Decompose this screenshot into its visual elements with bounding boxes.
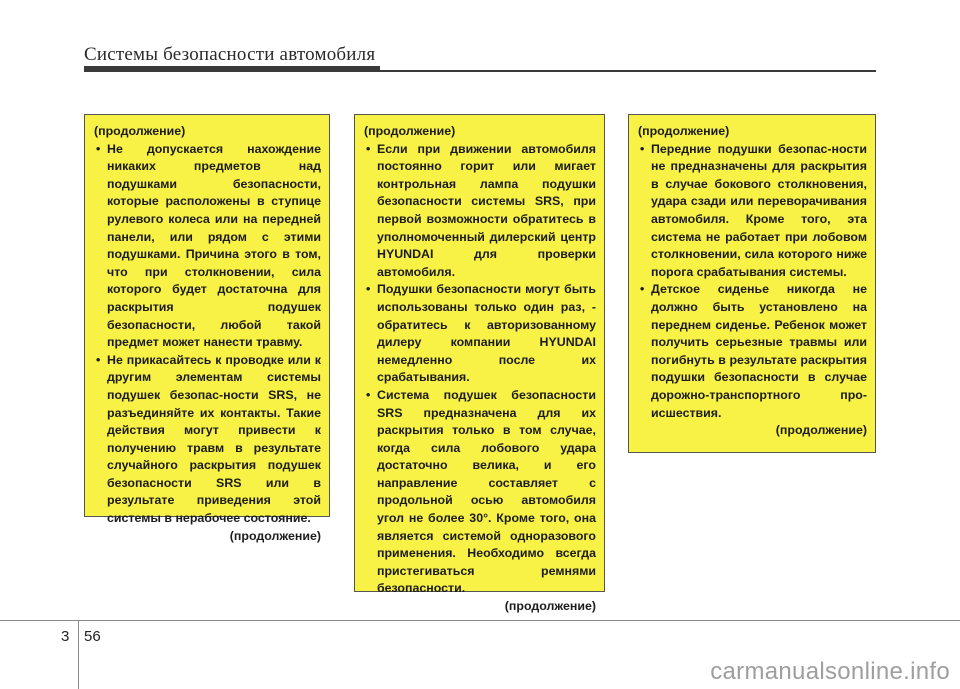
- warning-list: [364, 141, 596, 598]
- warning-list: [94, 141, 321, 528]
- warning-item: • Подушки безопасности могут быть использованы только один раз, - обратитесь к авторизованному дилеру компании HYUNDAI немедленно после их срабатывания.: [364, 281, 596, 387]
- warning-item: • Не допускается нахождение никаких предметов над подушками безопасности, которые расположены в ступице рулевого колеса или на передней панели, или рядом с этими подушками. Причина этого в том, что при столкновении, сила которого будет достаточна для раскрытия подушек безопасности, любой такой предмет может нанести травму.: [94, 141, 321, 352]
- box-continued-label: (продолжение): [94, 124, 186, 138]
- footer-divider: [78, 621, 79, 689]
- box-continued-label: (продолжение): [364, 124, 456, 138]
- box-continue-label: (продолжение): [229, 528, 321, 543]
- page-number: 56: [84, 628, 101, 645]
- warning-item: • Система подушек безопасности SRS предназначена для их раскрытия только в том случае, когда сила лобового удара достаточно велика, и его направление составляет с продольной осью автомобиля угол не более 30°. Кроме того, она является системой одноразового применения. Необходимо всегда пристегиваться ремнями безопасности.: [364, 387, 596, 598]
- warning-item: • Если при движении автомобиля постоянно горит или мигает контрольная лампа подушки безопасности системы SRS, при первой возможности обратитесь в уполномоченный дилерский центр HYUNDAI для проверки автомобиля.: [364, 141, 596, 282]
- header-rule: [84, 70, 876, 72]
- page-title: Системы безопасности автомобиля: [84, 44, 376, 65]
- warning-box-1: [84, 114, 330, 543]
- box-continued-label: (продолжение): [638, 124, 730, 138]
- section-number: 3: [61, 628, 70, 645]
- box-continue-label: (продолжение): [775, 423, 867, 438]
- warning-item: • Передние подушки безопас-ности не предназначены для раскрытия в случае бокового столкновения, удара сзади или переворачивания автомобиля. Кроме того, эта система не работает при лобовом столкновении, сила которого ниже порога срабатывания системы.: [638, 141, 867, 282]
- warning-item: • Не прикасайтесь к проводке или к другим элементам системы подушек безопас-ности SRS, не разъединяйте их контакты. Такие действия могут привести к получению травм в результате случайного раскрытия подушек безопасности SRS или в результате приведения этой системы в нерабочее состояние.: [94, 352, 321, 528]
- warning-box-2: [354, 114, 605, 614]
- watermark: carmanualsonline.info: [710, 658, 950, 685]
- warning-box-3: [628, 114, 876, 453]
- warning-item: • Детское сиденье никогда не должно быть установлено на переднем сиденье. Ребенок может получить серьезные травмы или погибнуть в результате раскрытия подушки безопасности в случае дорожно-транспортного про-исшествия.: [638, 281, 867, 422]
- warning-list: [638, 141, 867, 423]
- box-continue-label: (продолжение): [504, 599, 596, 614]
- footer-rule: [0, 620, 960, 621]
